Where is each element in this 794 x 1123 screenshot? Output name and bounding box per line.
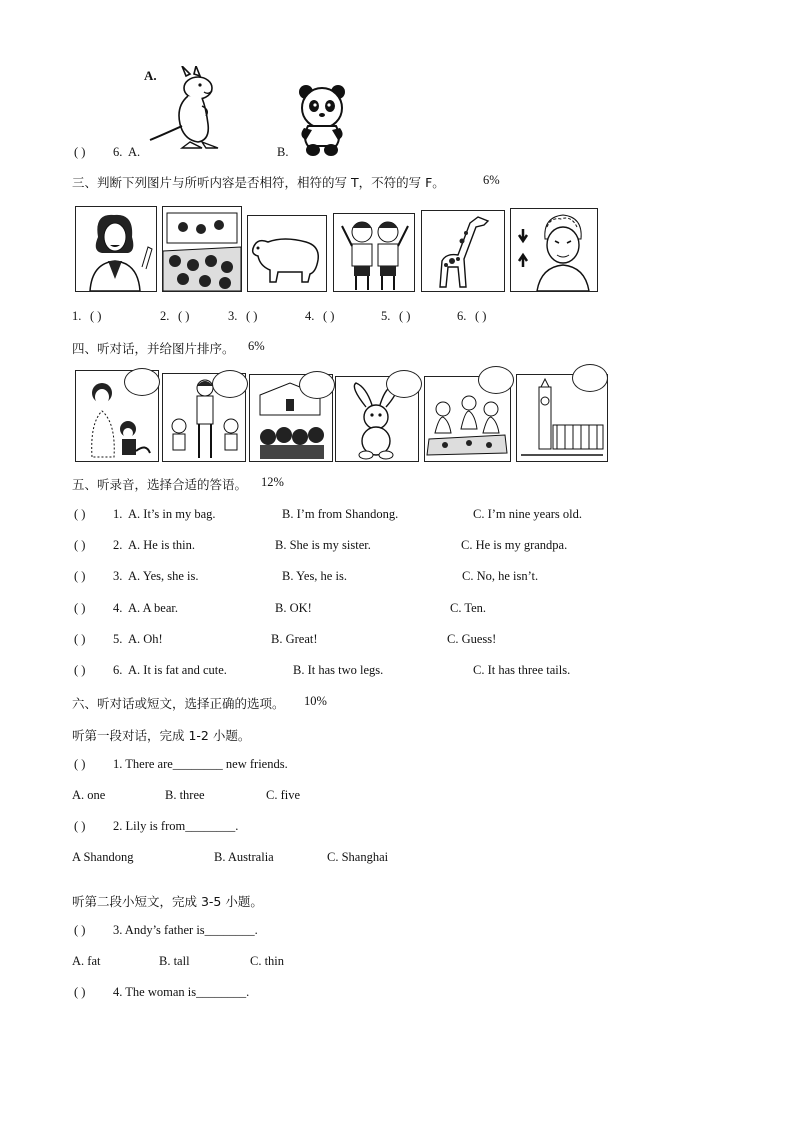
option-c[interactable]: C. Guess! [447, 632, 497, 646]
pic-label-a: A. [144, 68, 157, 83]
section6-q1-option-b[interactable]: B. three [165, 788, 205, 802]
section6-q2-stem: 2. Lily is from________. [113, 819, 239, 833]
section3-item-1: 1. [72, 309, 82, 323]
section6-q3-paren[interactable]: ( ) [74, 923, 86, 937]
option-a[interactable]: A. A bear. [128, 601, 178, 615]
q6-number: 6. [113, 145, 123, 159]
section6-q3-option-b[interactable]: B. tall [159, 954, 190, 968]
option-c[interactable]: C. Ten. [450, 601, 487, 615]
section3-answer-2[interactable]: ( ) [178, 309, 190, 323]
option-b[interactable]: B. I’m from Shandong. [282, 507, 399, 521]
option-a[interactable]: A. Oh! [128, 632, 163, 646]
question-number: 6. [113, 663, 123, 677]
option-c[interactable]: C. No, he isn’t. [462, 569, 539, 583]
answer-paren[interactable]: ( ) [74, 632, 86, 646]
section3-item-3: 3. [228, 309, 238, 323]
section6-q3-option-c[interactable]: C. thin [250, 954, 285, 968]
section3-item-4: 4. [305, 309, 315, 323]
answer-paren[interactable]: ( ) [74, 507, 86, 521]
section3-answer-5[interactable]: ( ) [399, 309, 411, 323]
section3-item-5: 5. [381, 309, 391, 323]
panda-picture [298, 84, 346, 158]
answer-paren[interactable]: ( ) [74, 538, 86, 552]
section4-answer-bubble-3[interactable] [299, 371, 335, 399]
section6-part2-intro: 听第二段小短文，完成 3-5 小题。 [72, 894, 263, 909]
section6-q2-option-a[interactable]: A Shandong [72, 850, 134, 864]
option-b[interactable]: B. OK! [275, 601, 312, 615]
option-b[interactable]: B. It has two legs. [293, 663, 384, 677]
section3-item-6: 6. [457, 309, 467, 323]
option-c[interactable]: C. He is my grandpa. [461, 538, 568, 552]
section4-answer-bubble-2[interactable] [212, 370, 248, 398]
section3-picture-boy-arrows [510, 208, 598, 292]
question-number: 3. [113, 569, 123, 583]
section3-title: 三、判断下列图片与所听内容是否相符，相符的写 T，不符的写 F。 [72, 175, 445, 190]
q6-paren[interactable]: ( ) [74, 145, 86, 159]
option-b[interactable]: B. She is my sister. [275, 538, 371, 552]
section4-answer-bubble-4[interactable] [386, 370, 422, 398]
q6-option-b[interactable]: B. [277, 145, 289, 159]
section4-title: 四、听对话，并给图片排序。 [72, 341, 235, 356]
section4-answer-bubble-6[interactable] [572, 364, 608, 392]
option-a[interactable]: A. Yes, she is. [128, 569, 199, 583]
section3-picture-polar-bear [247, 215, 327, 292]
section3-answer-1[interactable]: ( ) [90, 309, 102, 323]
section6-part1-intro: 听第一段对话，完成 1-2 小题。 [72, 728, 251, 743]
section6-q2-paren[interactable]: ( ) [74, 819, 86, 833]
section3-score: 6% [483, 173, 500, 187]
section6-q2-option-b[interactable]: B. Australia [214, 850, 274, 864]
option-a[interactable]: A. It’s in my bag. [128, 507, 216, 521]
answer-paren[interactable]: ( ) [74, 663, 86, 677]
option-b[interactable]: B. Yes, he is. [282, 569, 347, 583]
section4-answer-bubble-5[interactable] [478, 366, 514, 394]
section3-picture-crowd [162, 206, 242, 292]
section6-title: 六、听对话或短文，选择正确的选项。 [72, 696, 285, 711]
section6-q4-stem: 4. The woman is________. [113, 985, 250, 999]
section3-picture-two-boys [333, 213, 415, 292]
section4-score: 6% [248, 339, 265, 353]
section5-score: 12% [261, 475, 284, 489]
section3-answer-3[interactable]: ( ) [246, 309, 258, 323]
answer-paren[interactable]: ( ) [74, 601, 86, 615]
question-number: 5. [113, 632, 123, 646]
section6-q1-option-a[interactable]: A. one [72, 788, 106, 802]
option-a[interactable]: A. It is fat and cute. [128, 663, 227, 677]
question-number: 1. [113, 507, 123, 521]
section6-q1-stem: 1. There are________ new friends. [113, 757, 288, 771]
option-b[interactable]: B. Great! [271, 632, 318, 646]
section6-score: 10% [304, 694, 327, 708]
question-number: 4. [113, 601, 123, 615]
section3-item-2: 2. [160, 309, 170, 323]
section3-picture-giraffe [421, 210, 505, 292]
option-c[interactable]: C. It has three tails. [473, 663, 571, 677]
section6-q2-option-c[interactable]: C. Shanghai [327, 850, 389, 864]
section6-q1-option-c[interactable]: C. five [266, 788, 301, 802]
answer-paren[interactable]: ( ) [74, 569, 86, 583]
option-a[interactable]: A. He is thin. [128, 538, 196, 552]
section6-q1-paren[interactable]: ( ) [74, 757, 86, 771]
question-number: 2. [113, 538, 123, 552]
kangaroo-picture [146, 66, 224, 152]
section6-q3-stem: 3. Andy’s father is________. [113, 923, 258, 937]
section6-q3-option-a[interactable]: A. fat [72, 954, 101, 968]
section3-answer-6[interactable]: ( ) [475, 309, 487, 323]
section3-picture-woman [75, 206, 157, 292]
section6-q4-paren[interactable]: ( ) [74, 985, 86, 999]
q6-option-a[interactable]: A. [128, 145, 141, 159]
section5-title: 五、听录音，选择合适的答语。 [72, 477, 248, 492]
section4-answer-bubble-1[interactable] [124, 368, 160, 396]
option-c[interactable]: C. I’m nine years old. [473, 507, 583, 521]
section3-answer-4[interactable]: ( ) [323, 309, 335, 323]
